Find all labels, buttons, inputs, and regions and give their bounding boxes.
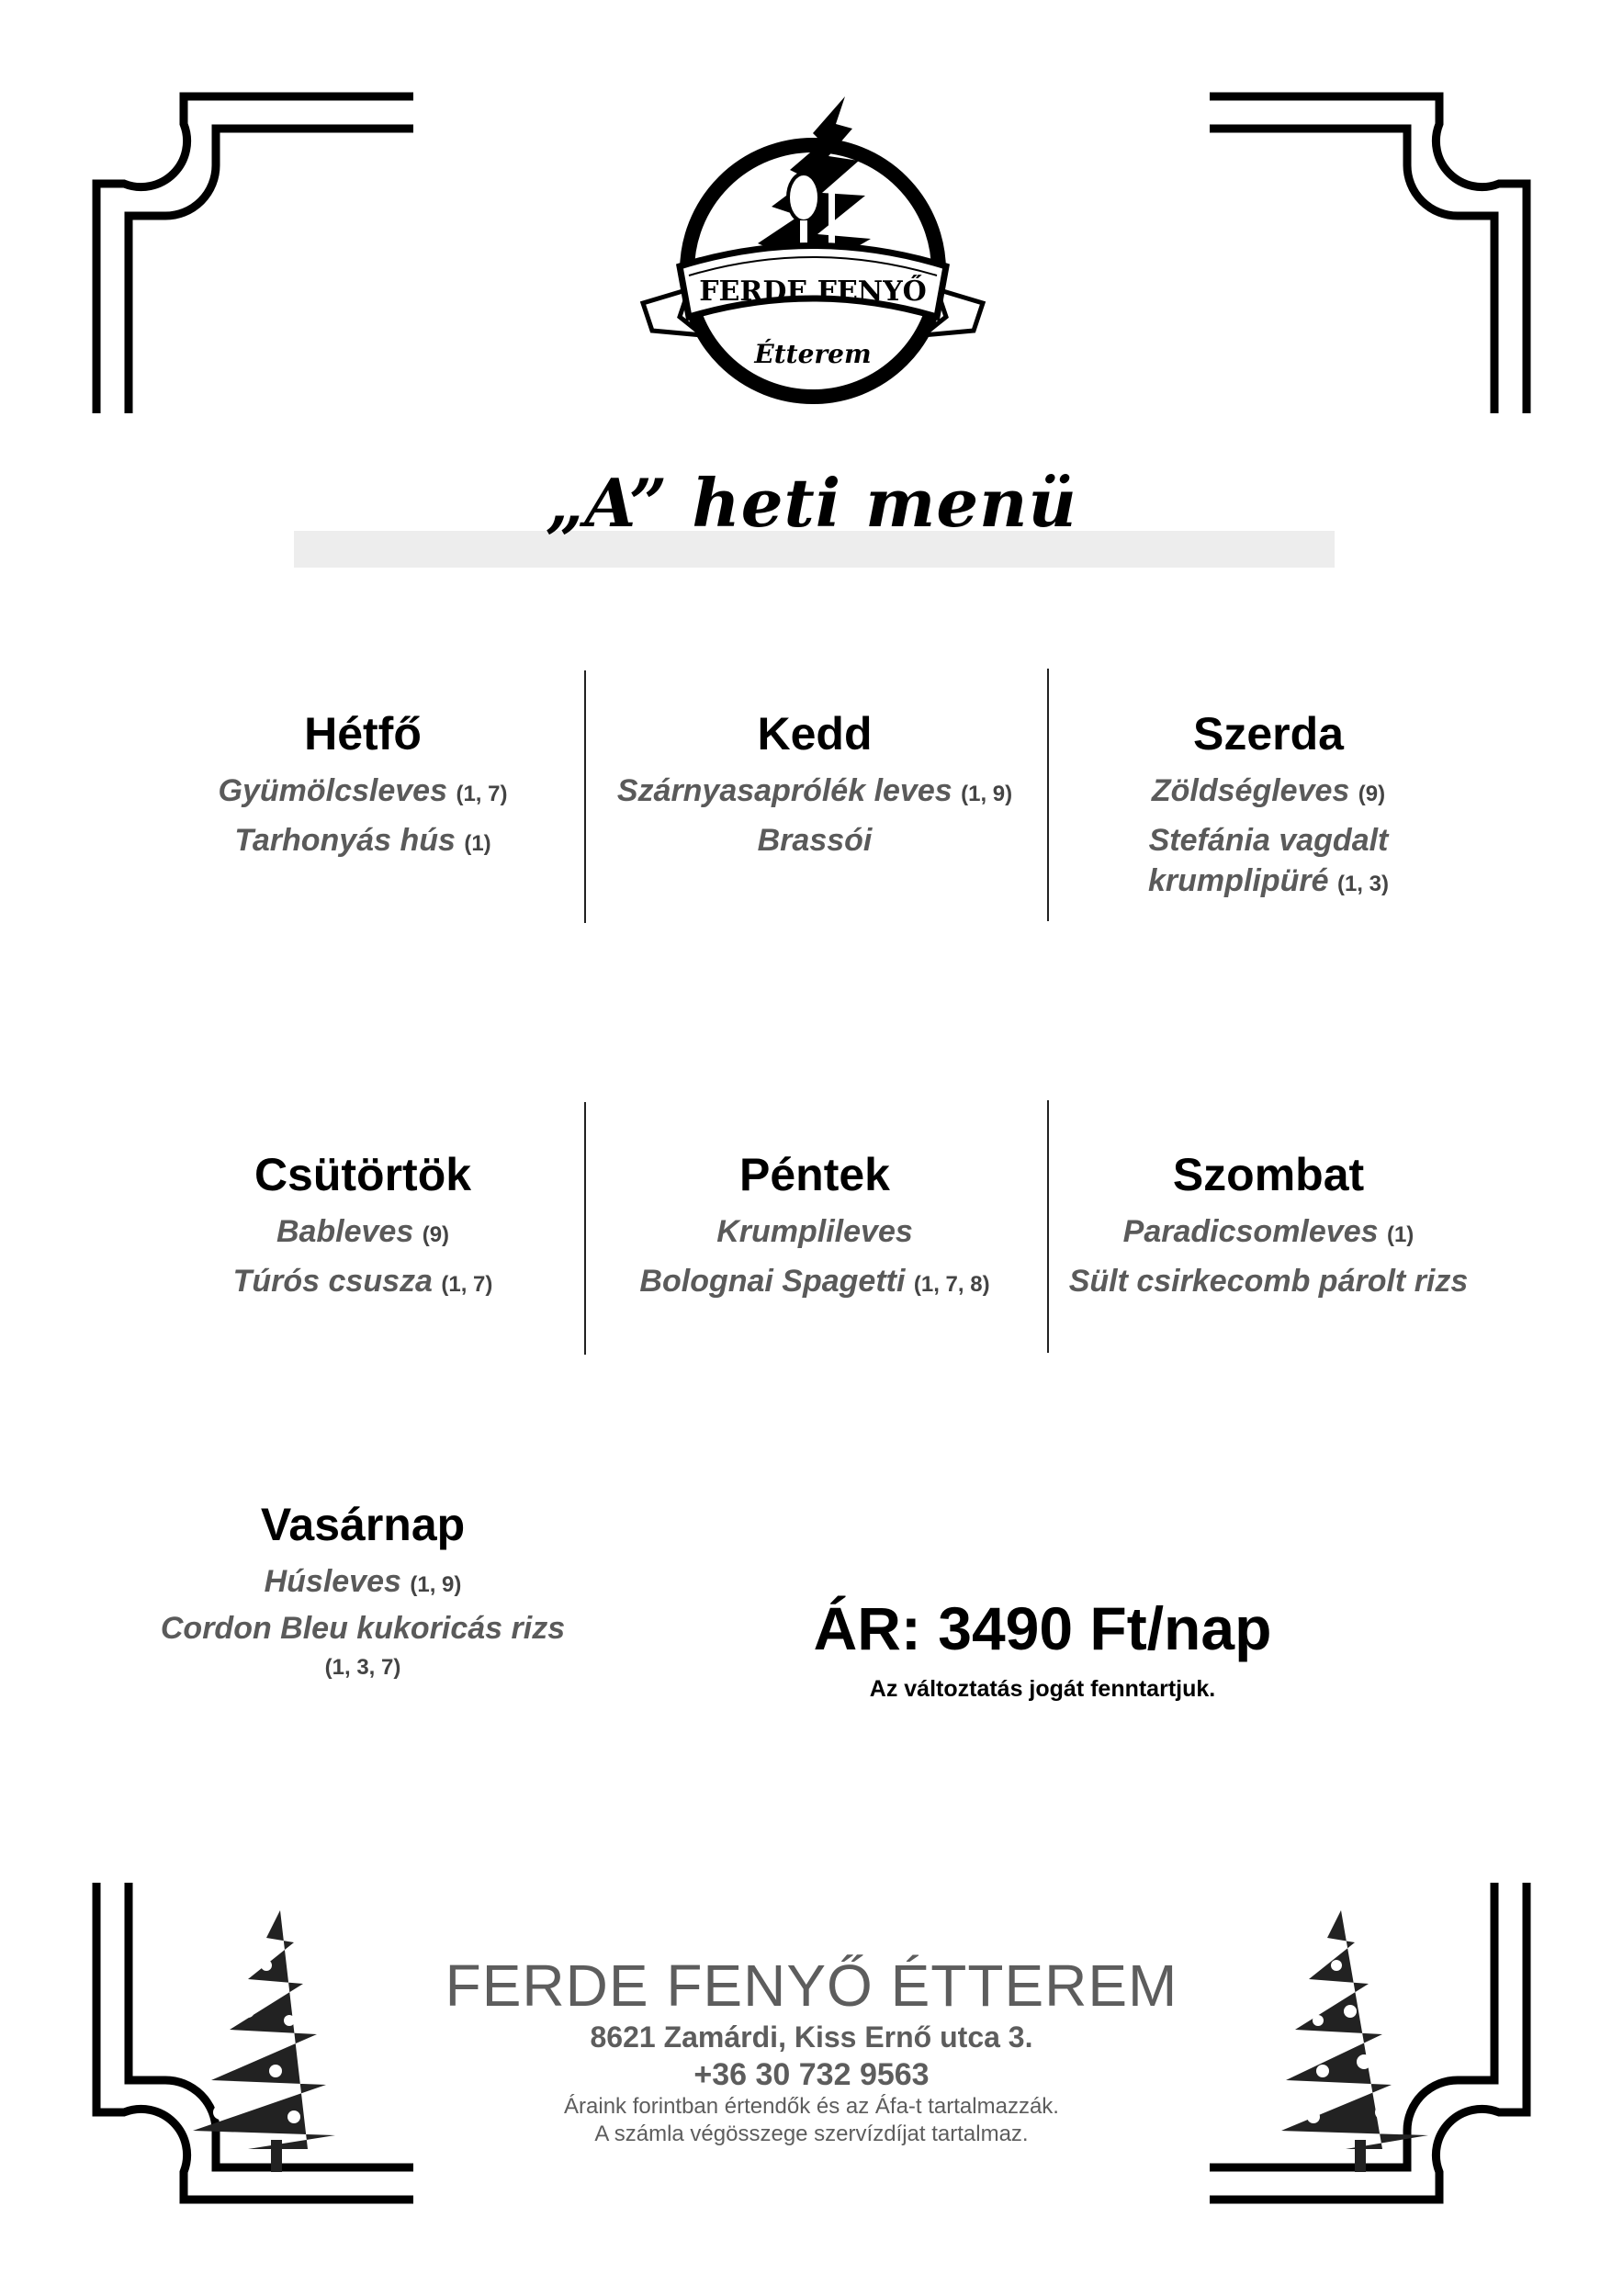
dish: Krumplileves <box>716 1214 913 1249</box>
day-sunday <box>133 1500 592 1690</box>
dish: Szárnyasaprólék leves (1, 9) <box>616 773 1013 808</box>
restaurant-logo <box>625 87 1001 418</box>
day-name: Csütörtök <box>254 1149 472 1200</box>
dish: Sült csirkecomb párolt rizs <box>1068 1263 1469 1299</box>
dish: Brassói <box>757 822 873 858</box>
day-name: Szombat <box>1172 1149 1365 1200</box>
corner-top-left <box>96 96 413 413</box>
dish: Túrós csusza (1, 7) <box>232 1263 493 1299</box>
logo-subtitle: Étterem <box>754 339 872 369</box>
day-name: Szerda <box>1193 708 1344 760</box>
spoon-icon <box>788 174 819 221</box>
footer-restaurant-name: FERDE FENYŐ ÉTTEREM <box>445 1953 1178 2019</box>
footer-note-service: A számla végösszege szervízdíjat tartalmaz. <box>594 2122 1029 2146</box>
day-name: Péntek <box>739 1149 890 1200</box>
day-wednesday <box>1039 709 1498 908</box>
day-name: Kedd <box>757 708 873 760</box>
pine-tree-right-icon <box>1263 1901 1483 2177</box>
dish: Zöldségleves (9) <box>1151 773 1386 808</box>
day-monday <box>133 709 592 870</box>
day-name: Vasárnap <box>260 1499 466 1550</box>
dish: Paradicsomleves (1) <box>1122 1214 1414 1249</box>
price: ÁR: 3490 Ft/nap <box>813 1594 1272 1662</box>
day-tuesday <box>585 709 1044 870</box>
dish: Stefánia vagdalt krumplipüré (1, 3) <box>1148 822 1389 899</box>
dish: Cordon Bleu kukoricás rizs (1, 3, 7) <box>160 1610 566 1680</box>
menu-title: „A” heti menü <box>546 464 1077 542</box>
footer-phone: +36 30 732 9563 <box>693 2057 930 2092</box>
day-saturday <box>1039 1150 1498 1311</box>
corner-top-right <box>1210 96 1527 413</box>
pine-tree-left-icon <box>138 1901 358 2177</box>
dish: Bolognai Spagetti (1, 7, 8) <box>639 1263 990 1299</box>
price-note: Az változtatás jogát fenntartjuk. <box>869 1676 1216 1702</box>
dish: Tarhonyás hús (1) <box>234 822 491 858</box>
day-name: Hétfő <box>304 708 422 760</box>
dish: Gyümölcsleves (1, 7) <box>218 773 508 808</box>
dish: Bableves (9) <box>276 1214 450 1249</box>
footer-note-prices: Áraink forintban értendők és az Áfa-t tartalmazzák. <box>564 2094 1059 2119</box>
day-thursday <box>133 1150 592 1311</box>
logo-name: FERDE FENYŐ <box>699 276 927 308</box>
footer-address: 8621 Zamárdi, Kiss Ernő utca 3. <box>590 2020 1033 2054</box>
dish: Húsleves (1, 9) <box>264 1564 462 1599</box>
day-friday <box>585 1150 1044 1311</box>
